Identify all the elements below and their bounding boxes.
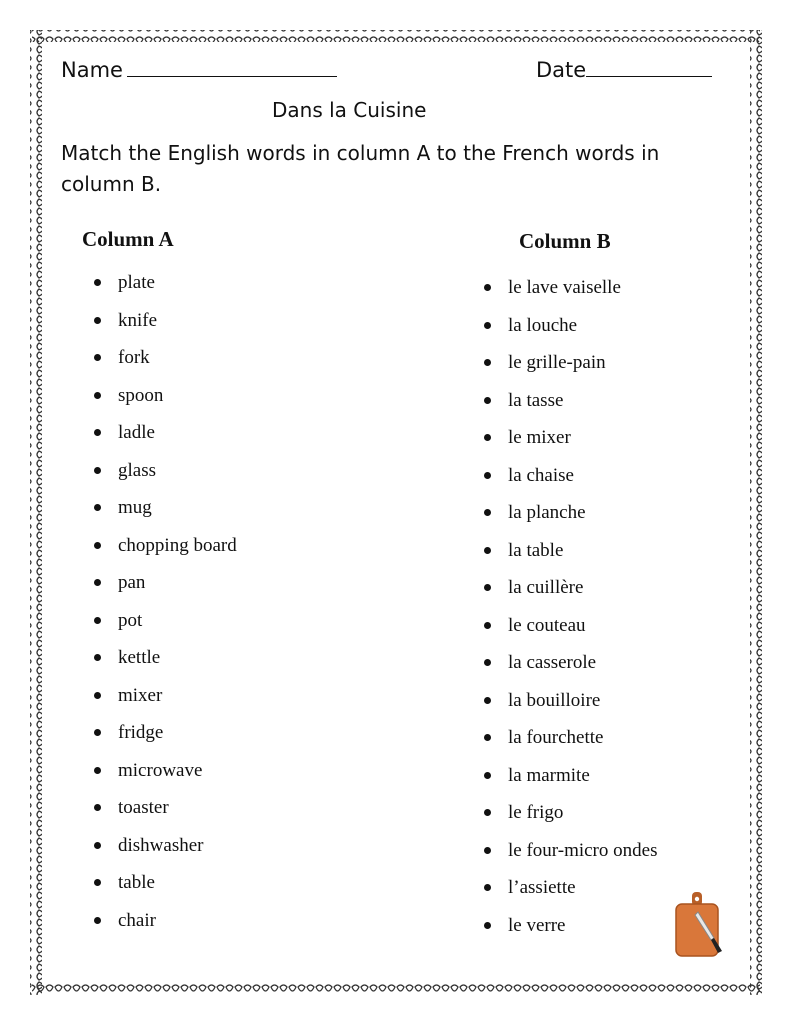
column-b-item: le grille-pain (482, 350, 657, 388)
column-a-item: chopping board (92, 533, 237, 571)
date-label: Date (536, 58, 587, 82)
column-a-item: mixer (92, 683, 237, 721)
column-b-item: la louche (482, 313, 657, 351)
column-a-item: glass (92, 458, 237, 496)
name-label: Name (61, 58, 123, 82)
column-a-item: kettle (92, 645, 237, 683)
column-a-item: spoon (92, 383, 237, 421)
column-a-item: pan (92, 570, 237, 608)
column-a-item: dishwasher (92, 833, 237, 871)
column-b-item: la casserole (482, 650, 657, 688)
column-b-item: la bouilloire (482, 688, 657, 726)
column-b-item: la cuillère (482, 575, 657, 613)
column-b-item: le frigo (482, 800, 657, 838)
column-a-item: toaster (92, 795, 237, 833)
column-b-item: la planche (482, 500, 657, 538)
column-b-item: le lave vaiselle (482, 275, 657, 313)
column-b-item: la table (482, 538, 657, 576)
date-field (536, 58, 712, 82)
column-b-heading: Column B (519, 229, 611, 253)
name-blank[interactable] (127, 58, 337, 77)
column-b-item: la fourchette (482, 725, 657, 763)
date-blank[interactable] (586, 58, 712, 77)
instructions-text: Match the English words in column A to the French words in column B. (61, 141, 660, 196)
column-a-item: plate (92, 270, 237, 308)
column-a-heading: Column A (82, 227, 174, 251)
column-b-item: le couteau (482, 613, 657, 651)
column-a-item: fork (92, 345, 237, 383)
column-b-item: le mixer (482, 425, 657, 463)
column-b-item: le four-micro ondes (482, 838, 657, 876)
column-b-list (482, 275, 657, 950)
column-a-item: fridge (92, 720, 237, 758)
column-b-item: le verre (482, 913, 657, 951)
chopping-board-knife-icon (668, 890, 734, 960)
column-a-item: chair (92, 908, 237, 946)
column-b-item: la marmite (482, 763, 657, 801)
column-a-item: knife (92, 308, 237, 346)
column-a-item: microwave (92, 758, 237, 796)
column-b-item: la tasse (482, 388, 657, 426)
column-a-list (92, 270, 237, 945)
column-b-item: la chaise (482, 463, 657, 501)
name-field (61, 58, 337, 82)
page-title: Dans la Cuisine (272, 98, 427, 122)
column-a-item: ladle (92, 420, 237, 458)
column-a-item: table (92, 870, 237, 908)
column-b-item: l’assiette (482, 875, 657, 913)
column-a-item: mug (92, 495, 237, 533)
column-a-item: pot (92, 608, 237, 646)
